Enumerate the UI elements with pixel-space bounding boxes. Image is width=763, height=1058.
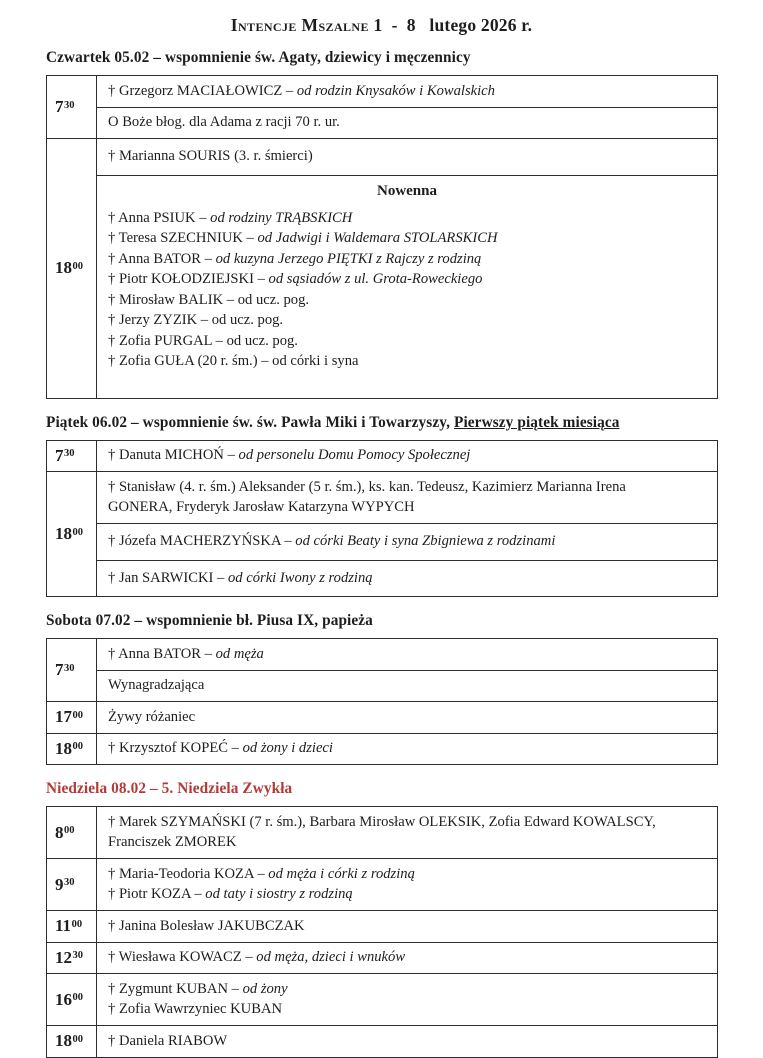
intentions-cells — [97, 974, 717, 1025]
intention-text: † Piotr KOZA – — [108, 886, 206, 902]
intention-line — [108, 445, 706, 466]
time-minutes: 00 — [72, 526, 83, 538]
title-dates: 1 - 8 lutego 2026 r. — [368, 15, 533, 35]
intention-text: Żywy różaniec — [108, 708, 196, 725]
intention-text: od męża, dzieci i wnuków — [256, 949, 406, 965]
intention-cell — [97, 107, 717, 139]
intention-cell — [97, 943, 717, 974]
intention-text: od sąsiadów z ul. Grota-Roweckiego — [268, 271, 483, 287]
time-hour: 18 — [55, 524, 72, 543]
intention-cell — [97, 859, 717, 910]
intention-line — [108, 568, 706, 589]
day-heading — [46, 414, 718, 432]
intention-line — [108, 310, 706, 331]
intention-cell — [97, 1026, 717, 1057]
day-heading — [46, 49, 718, 67]
page-title — [0, 0, 763, 36]
intention-text: Franciszek ZMOREK — [108, 834, 237, 850]
intention-text: od żony i dzieci — [242, 740, 333, 756]
intention-text: od córki Iwony z rodziną — [228, 569, 373, 586]
intention-text: † Zofia PURGAL – od ucz. pog. — [108, 332, 298, 349]
time-cell — [47, 807, 97, 858]
intention-text: † Stanisław (4. r. śm.) Aleksander (5 r. śm.), ks. kan. Tedeusz, Kazimierz Marianna Irena — [108, 478, 626, 495]
intention-text: od męża — [215, 645, 264, 662]
mass-table — [46, 806, 718, 1058]
intention-cell — [97, 734, 717, 765]
day-section-friday — [46, 414, 718, 598]
mass-row — [47, 701, 717, 733]
time-hour: 18 — [55, 258, 72, 278]
intention-line — [108, 249, 706, 270]
time-cell — [47, 702, 97, 733]
intention-cell — [97, 441, 717, 472]
intention-text: GONERA, Fryderyk Jarosław Katarzyna WYPYCH — [108, 499, 415, 515]
intention-line — [108, 675, 706, 696]
time-hour: 17 — [55, 707, 72, 727]
intention-text: † Wiesława KOWACZ – — [108, 949, 257, 965]
time-hour: 7 — [55, 660, 64, 679]
time-hour: 12 — [55, 947, 72, 967]
intention-text: od rodzin Knysaków i Kowalskich — [296, 82, 495, 99]
intention-text: od personelu Domu Pomocy Społecznej — [238, 447, 471, 463]
intentions-cells — [97, 472, 717, 596]
day-heading — [46, 612, 718, 630]
intention-text: od Jadwigi i Waldemara STOLARSKICH — [257, 230, 498, 246]
intention-text: † Mirosław BALIK – od ucz. pog. — [108, 291, 310, 308]
time-cell — [47, 76, 97, 138]
time-hour: 11 — [55, 916, 72, 936]
intention-line — [108, 812, 706, 833]
day-heading-text: Czwartek 05.02 – wspomnienie św. Agaty, dziewicy i męczennicy — [46, 49, 471, 66]
intention-line — [108, 146, 706, 167]
day-heading-text: Niedziela 08.02 – 5. Niedziela Zwykła — [46, 780, 293, 797]
intention-text: † Zygmunt KUBAN – — [108, 980, 243, 997]
intention-text: † Piotr KOŁODZIEJSKI – — [108, 271, 269, 287]
intention-text: † Danuta MICHOŃ – — [108, 447, 239, 463]
intention-cell — [97, 175, 717, 398]
mass-row — [47, 807, 717, 858]
intentions-cells — [97, 139, 717, 398]
time-minutes: 00 — [72, 709, 83, 721]
intention-text: † Maria-Teodoria KOZA – — [108, 865, 269, 882]
intention-text: † Józefa MACHERZYŃSKA – — [108, 533, 296, 549]
intention-line — [108, 1031, 706, 1052]
mass-table — [46, 75, 718, 399]
time-hour: 18 — [55, 1031, 72, 1051]
intentions-cells — [97, 807, 717, 858]
novena-title: Nowenna — [376, 182, 437, 199]
mass-row — [47, 639, 717, 701]
intention-text: † Jerzy ZYZIK – od ucz. pog. — [108, 312, 284, 328]
intention-text: † Daniela RIABOW — [108, 1032, 228, 1049]
day-heading — [46, 780, 718, 798]
intention-line — [108, 999, 706, 1020]
intention-text: † Zofia Wawrzyniec KUBAN — [108, 1001, 283, 1017]
intention-text: od męża i córki z rodziną — [268, 865, 415, 882]
intention-text: od rodziny TRĄBSKICH — [210, 209, 353, 226]
intention-text: od żony — [242, 980, 288, 997]
intention-text: † Krzysztof KOPEĆ – — [108, 740, 243, 756]
time-hour: 7 — [55, 445, 64, 465]
intention-line — [108, 947, 706, 968]
intention-text: † Zofia GUŁA (20 r. śm.) – od córki i syna — [108, 353, 359, 369]
day-heading-text: Piątek 06.02 – wspomnienie św. św. Pawła Miki i Towarzyszy, — [46, 413, 454, 431]
intentions-cells — [97, 911, 717, 942]
time-cell — [47, 974, 97, 1025]
intention-cell — [97, 639, 717, 670]
time-minutes: 00 — [71, 918, 83, 930]
mass-row — [47, 973, 717, 1025]
intention-text: Wynagradzająca — [108, 677, 205, 693]
intention-text: od taty i siostry z rodziną — [205, 886, 353, 902]
mass-row — [47, 733, 717, 765]
intention-cell — [97, 670, 717, 702]
mass-row — [47, 942, 717, 974]
intention-line — [108, 832, 706, 853]
intention-line — [108, 290, 706, 311]
intention-line — [108, 916, 706, 937]
time-minutes: 30 — [64, 99, 75, 111]
intentions-cells — [97, 639, 717, 701]
mass-table — [46, 638, 718, 765]
time-minutes: 30 — [64, 877, 75, 888]
time-cell — [47, 734, 97, 765]
intention-cell — [97, 911, 717, 942]
time-cell — [47, 441, 97, 472]
intention-text: † Anna BATOR – — [108, 645, 216, 662]
intention-line — [108, 112, 706, 133]
intention-cell — [97, 472, 717, 523]
mass-row — [47, 910, 717, 942]
intentions-cells — [97, 76, 717, 138]
intention-text: † Grzegorz MACIAŁOWICZ – — [108, 82, 297, 99]
mass-table — [46, 440, 718, 598]
intention-text: † Janina Bolesław JAKUBCZAK — [108, 917, 305, 934]
intention-text: † Anna BATOR – — [108, 250, 216, 267]
schedule-content — [46, 49, 718, 1058]
intention-cell — [97, 139, 717, 175]
day-heading-underlined: Pierwszy piątek miesiąca — [454, 413, 620, 431]
time-hour: 18 — [55, 738, 72, 758]
time-minutes: 30 — [72, 950, 83, 962]
day-section-sunday — [46, 780, 718, 1058]
intention-cell — [97, 974, 717, 1025]
intention-cell — [97, 807, 717, 858]
intention-line — [108, 707, 706, 728]
time-hour: 8 — [55, 822, 64, 842]
intention-line — [108, 351, 706, 372]
intention-text: † Teresa SZECHNIUK – — [108, 230, 258, 246]
intention-line — [108, 331, 706, 352]
intention-text: † Anna PSIUK – — [108, 209, 211, 226]
time-minutes: 00 — [72, 992, 83, 1003]
time-minutes: 00 — [72, 741, 83, 753]
intentions-cells — [97, 943, 717, 974]
time-minutes: 00 — [72, 260, 83, 272]
intention-line — [108, 864, 706, 885]
intentions-cells — [97, 1026, 717, 1057]
time-minutes: 00 — [64, 825, 75, 836]
intention-line — [108, 979, 706, 1000]
intention-line — [108, 884, 706, 905]
time-cell — [47, 472, 97, 596]
intention-line — [108, 228, 706, 249]
intentions-cells — [97, 859, 717, 910]
mass-row — [47, 1025, 717, 1057]
mass-row — [47, 858, 717, 910]
intention-line — [108, 477, 706, 498]
intention-text: † Jan SARWICKI – — [108, 569, 228, 586]
mass-row — [47, 76, 717, 138]
intention-text: O Boże błog. dla Adama z racji 70 r. ur. — [108, 114, 340, 130]
time-cell — [47, 139, 97, 398]
day-section-thursday — [46, 49, 718, 399]
time-cell — [47, 859, 97, 910]
intention-line — [108, 531, 706, 552]
intentions-cells — [97, 441, 717, 472]
time-minutes: 00 — [72, 1033, 83, 1045]
intentions-cells — [97, 702, 717, 733]
time-cell — [47, 911, 97, 942]
intention-line — [108, 497, 706, 518]
day-section-saturday — [46, 612, 718, 765]
time-minutes: 30 — [64, 662, 75, 674]
mass-row — [47, 441, 717, 472]
time-hour: 7 — [55, 97, 64, 116]
intention-cell — [97, 560, 717, 597]
mass-row — [47, 471, 717, 596]
intention-line — [108, 738, 706, 759]
intention-text: † Marek SZYMAŃSKI (7 r. śm.), Barbara Mirosław OLEKSIK, Zofia Edward KOWALSCY, — [108, 813, 656, 830]
title-name: Intencje Mszalne — [230, 15, 369, 35]
intention-text: od córki Beaty i syna Zbigniewa z rodzinami — [295, 533, 556, 549]
intention-cell — [97, 76, 717, 107]
intention-line — [108, 269, 706, 290]
time-hour: 16 — [55, 989, 72, 1009]
time-cell — [47, 1026, 97, 1057]
mass-row — [47, 138, 717, 398]
intention-text: od kuzyna Jerzego PIĘTKI z Rajczy z rodziną — [215, 250, 482, 267]
time-cell — [47, 639, 97, 701]
intention-line — [108, 208, 706, 229]
intentions-cells — [97, 734, 717, 765]
intention-cell — [97, 702, 717, 733]
day-heading-text: Sobota 07.02 – wspomnienie bł. Piusa IX, papieża — [46, 612, 373, 629]
time-minutes: 30 — [64, 448, 75, 460]
intention-text: † Marianna SOURIS (3. r. śmierci) — [108, 148, 313, 164]
intention-line — [108, 644, 706, 665]
time-cell — [47, 943, 97, 974]
intention-line — [108, 81, 706, 102]
time-hour: 9 — [55, 874, 64, 894]
intention-cell — [97, 523, 717, 560]
